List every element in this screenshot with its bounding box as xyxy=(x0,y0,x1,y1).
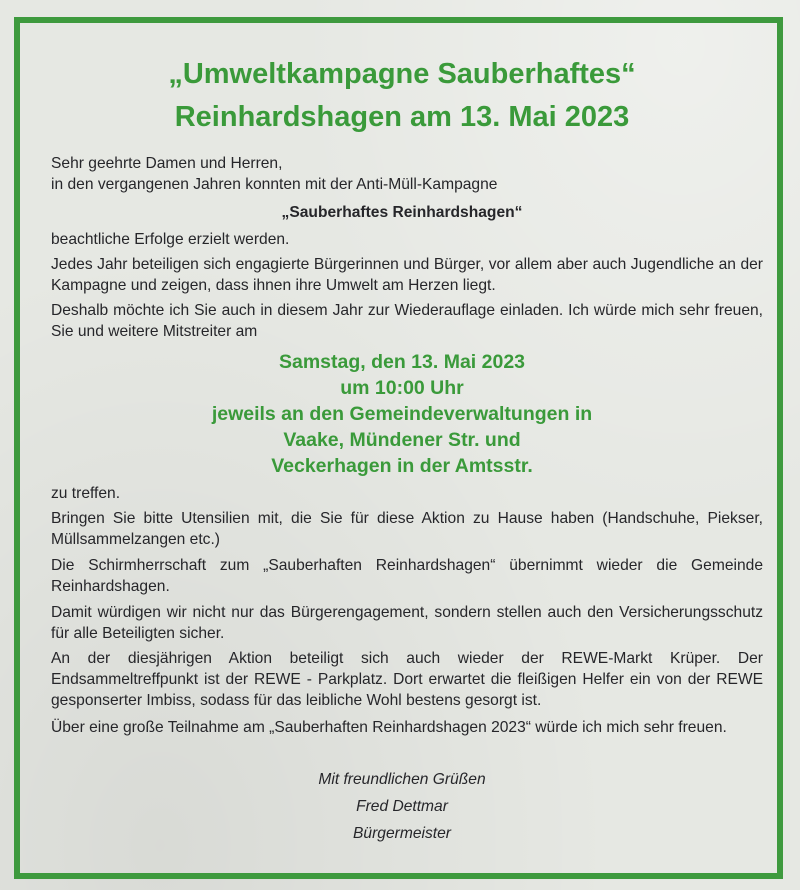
signature-block xyxy=(47,766,757,847)
title-line-2: Reinhardshagen am 13. Mai 2023 xyxy=(174,101,630,133)
event-time: um 10:00 Uhr xyxy=(340,377,464,399)
rewe-paragraph: An der diesjährigen Aktion beteiligt sich auch wieder der REWE-Markt Krüper. Der Endsammeltreffpunkt ist der REWE - Parkplatz. Dort erwartet die fleißigen Helfer ein von der REWE gesponserter Imbiss, sodass für das leibliche Wohl bestens gesorgt ist. xyxy=(51,650,763,709)
event-date: Samstag, den 13. Mai 2023 xyxy=(278,351,526,373)
insurance-paragraph: Damit würdigen wir nicht nur das Bürgerengagement, sondern stellen auch den Versicherungsschutz für alle Beteiligten sicher. xyxy=(51,604,763,642)
salutation: Sehr geehrte Damen und Herren, xyxy=(51,155,283,172)
meet-text: zu treffen. xyxy=(51,485,121,502)
announcement-frame xyxy=(14,17,783,879)
campaign-name: „Sauberhaftes Reinhardshagen“ xyxy=(281,204,523,221)
closing-paragraph: Über eine große Teilnahme am „Sauberhaften Reinhardshagen 2023“ würde ich mich sehr freuen. xyxy=(51,719,727,736)
signature-greeting: Mit freundlichen Grüßen xyxy=(318,771,486,788)
title-line-1: „Umweltkampagne Sauberhaftes“ xyxy=(168,58,636,90)
event-location-1: Vaake, Mündener Str. und xyxy=(283,429,521,451)
event-location-2: Veckerhagen in der Amtsstr. xyxy=(271,455,533,477)
event-location-intro: jeweils an den Gemeindeverwaltungen in xyxy=(211,403,593,425)
utensils-paragraph: Bringen Sie bitte Utensilien mit, die Sie für diese Aktion zu Hause haben (Handschuhe, Piekser, Müllsammelzangen etc.) xyxy=(51,510,763,548)
signature-name: Fred Dettmar xyxy=(356,798,448,815)
event-details xyxy=(47,349,757,479)
engagement-paragraph: Jedes Jahr beteiligen sich engagierte Bürgerinnen und Bürger, vor allem aber auch Jugendliche an der Kampagne und zeigen, dass ihnen ihre Umwelt am Herzen liegt. xyxy=(51,256,763,294)
signature-role: Bürgermeister xyxy=(353,825,451,842)
intro-text: in den vergangenen Jahren konnten mit der Anti-Müll-Kampagne xyxy=(51,176,498,193)
success-text: beachtliche Erfolge erzielt werden. xyxy=(51,231,290,248)
patronage-paragraph: Die Schirmherrschaft zum „Sauberhaften Reinhardshagen“ übernimmt wieder die Gemeinde Reinhardshagen. xyxy=(51,557,763,595)
invitation-paragraph: Deshalb möchte ich Sie auch in diesem Jahr zur Wiederauflage einladen. Ich würde mich sehr freuen, Sie und weitere Mitstreiter am xyxy=(51,302,763,340)
announcement-content xyxy=(47,23,763,873)
